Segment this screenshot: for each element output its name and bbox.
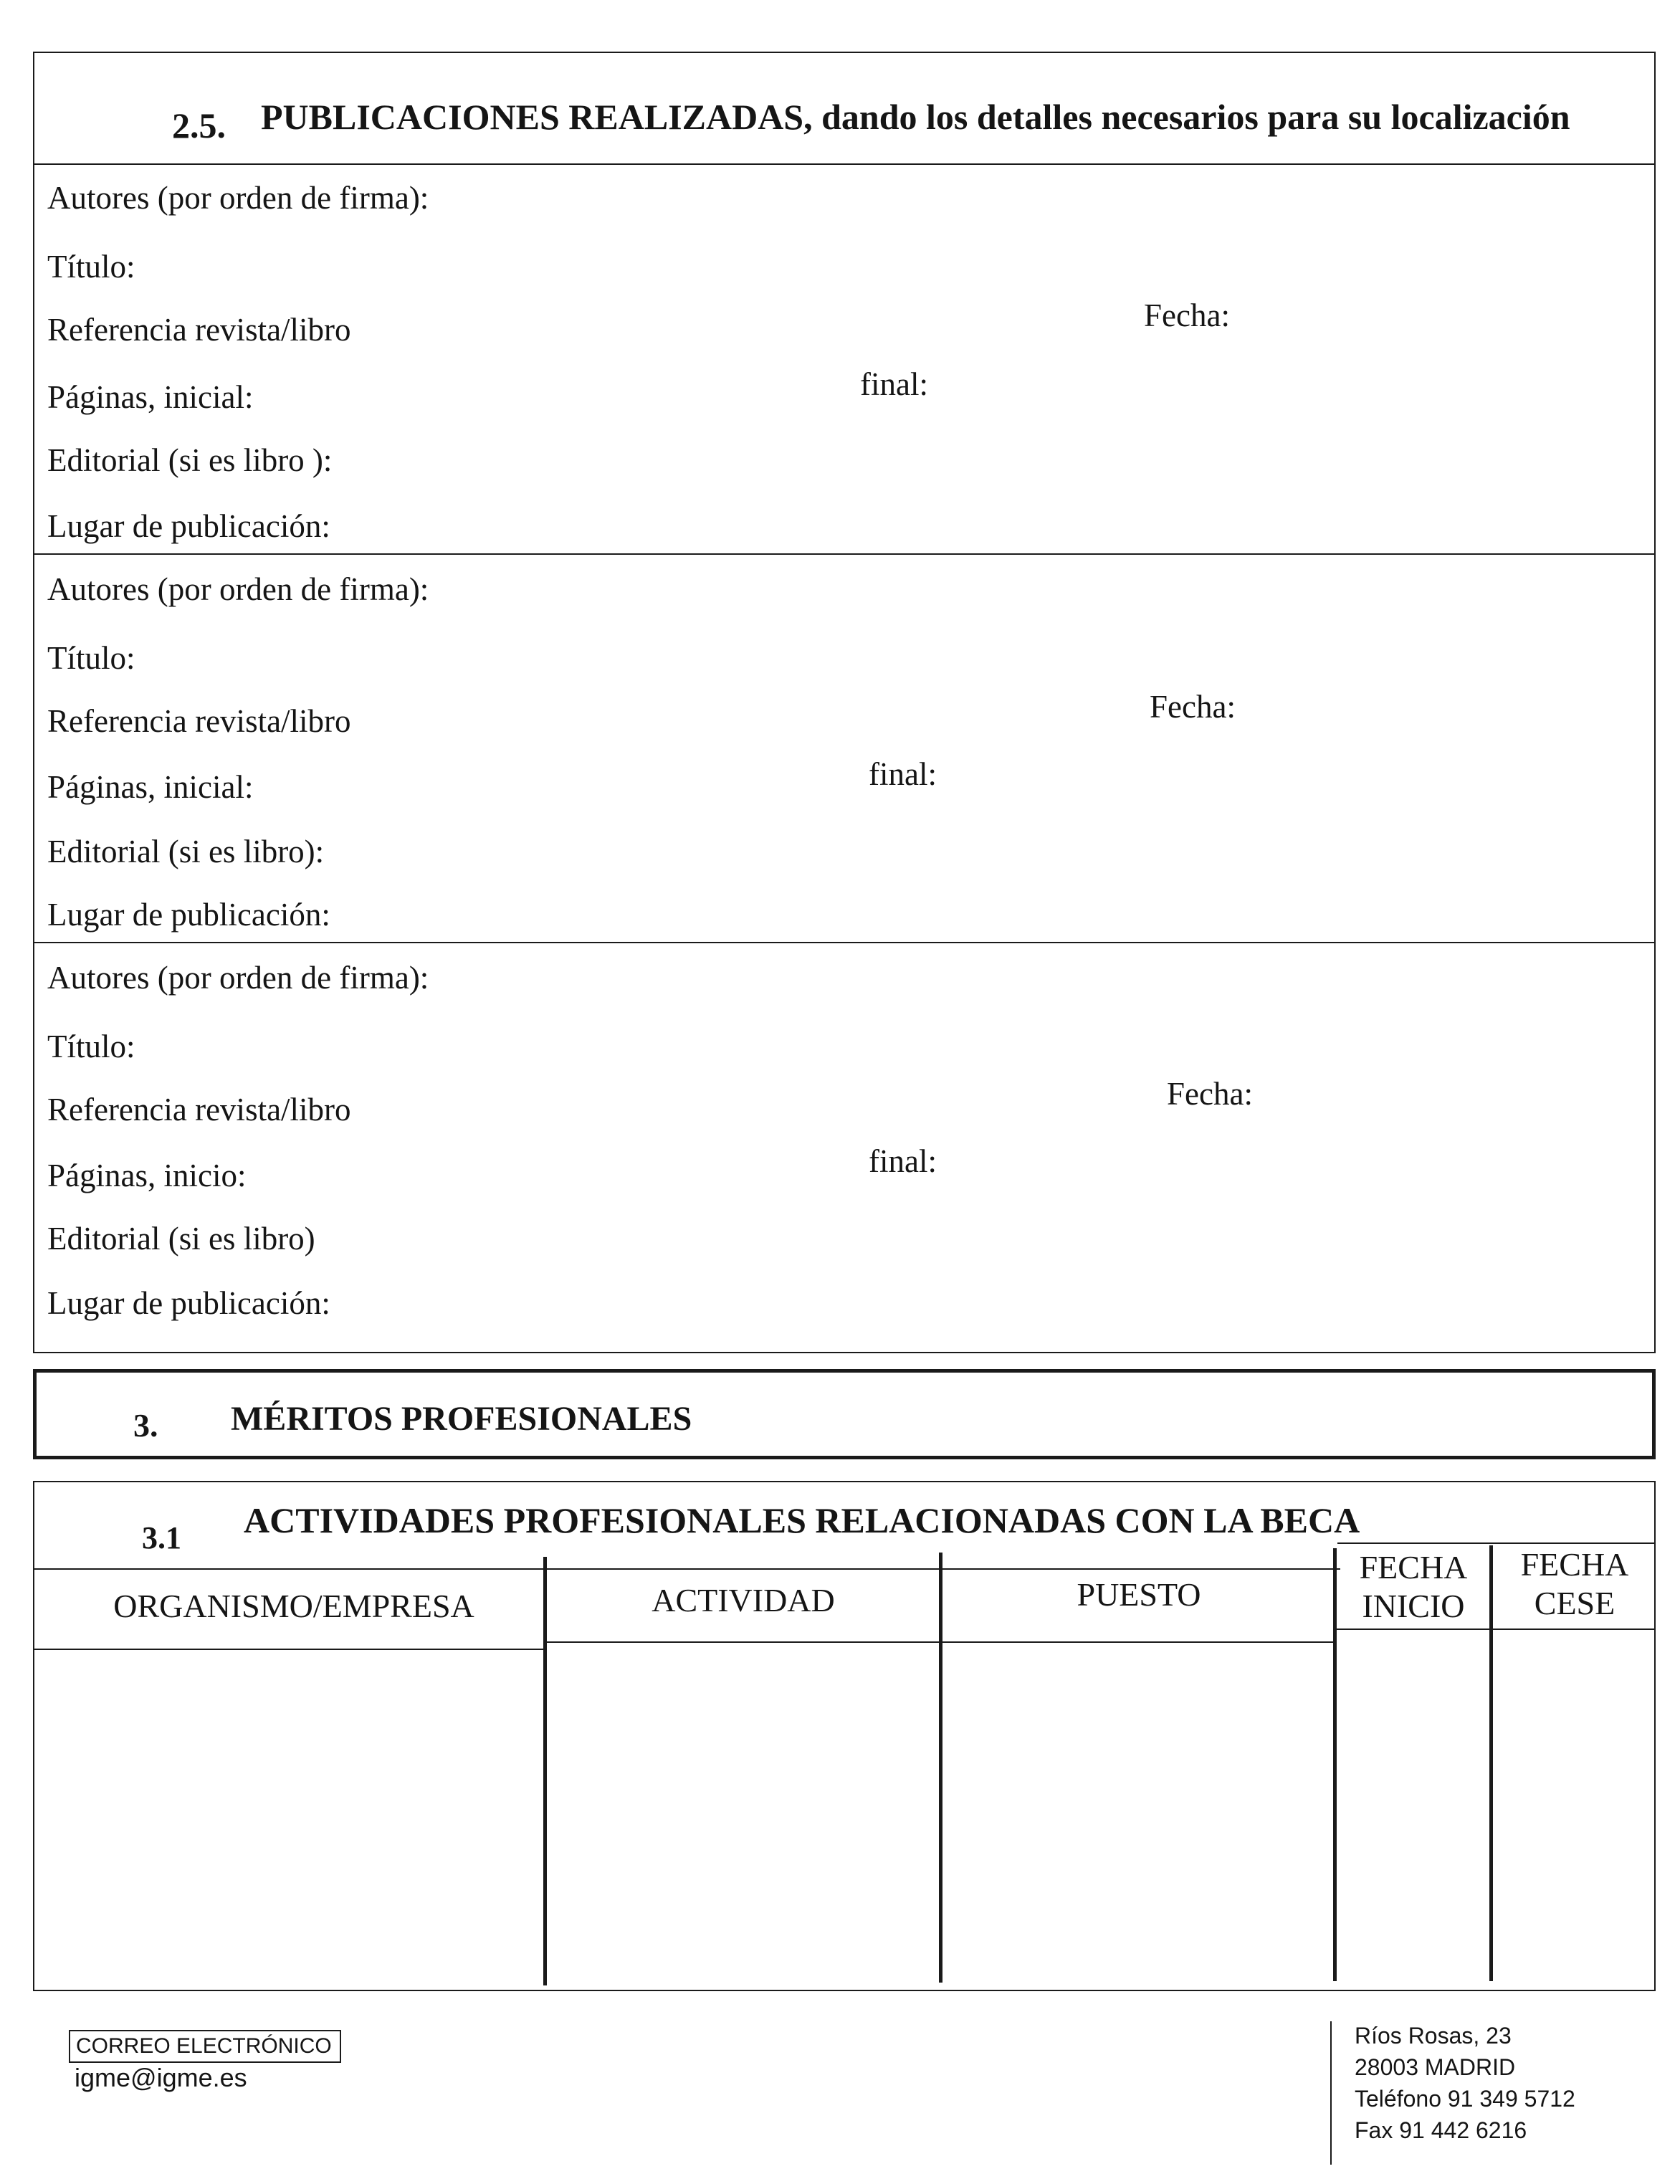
email-address: igme@igme.es [75, 2063, 247, 2092]
final-label: final: [860, 366, 928, 402]
publisher-label: Editorial (si es libro ): [47, 442, 333, 478]
title-label: Título: [47, 1029, 135, 1064]
fecha-inicio-line1: FECHA [1359, 1549, 1468, 1585]
fax-line: Fax 91 442 6216 [1355, 2117, 1527, 2143]
pages-label: Páginas, inicial: [47, 379, 254, 415]
email-label-box [69, 2030, 341, 2063]
reference-label: Referencia revista/libro [47, 312, 351, 348]
activities-section-title: ACTIVIDADES PROFESIONALES RELACIONADAS CON LA BECA [244, 1500, 1360, 1540]
column-header-fecha-inicio [1337, 1548, 1489, 1626]
publisher-label: Editorial (si es libro) [47, 1221, 315, 1256]
address-block [1355, 2020, 1575, 2146]
place-label: Lugar de publicación: [47, 1285, 330, 1321]
place-label: Lugar de publicación: [47, 508, 330, 544]
address-line: 28003 MADRID [1355, 2054, 1516, 2080]
column-header-puesto: PUESTO [1077, 1576, 1201, 1613]
authors-label: Autores (por orden de firma): [47, 960, 429, 996]
publications-section-number: 2.5. [172, 105, 226, 146]
column-header-organismo: ORGANISMO/EMPRESA [113, 1588, 474, 1624]
table-column-divider [939, 1553, 942, 1983]
reference-label: Referencia revista/libro [47, 1092, 351, 1127]
column-header-actividad: ACTIVIDAD [652, 1582, 835, 1618]
publications-header-divider [33, 163, 1656, 165]
publication-entry-divider [33, 942, 1656, 943]
authors-label: Autores (por orden de firma): [47, 571, 429, 607]
fecha-cese-line1: FECHA [1520, 1546, 1629, 1583]
pages-label: Páginas, inicio: [47, 1158, 247, 1193]
final-label: final: [869, 1143, 937, 1179]
phone-line: Teléfono 91 349 5712 [1355, 2086, 1575, 2112]
table-title-divider [33, 1568, 1340, 1570]
address-line: Ríos Rosas, 23 [1355, 2023, 1512, 2049]
merits-section-title: MÉRITOS PROFESIONALES [231, 1400, 692, 1438]
publications-section [33, 52, 1656, 1353]
date-label: Fecha: [1167, 1076, 1253, 1112]
table-column-divider [1489, 1545, 1493, 1981]
pages-label: Páginas, inicial: [47, 769, 254, 805]
date-label: Fecha: [1144, 297, 1230, 333]
address-divider [1330, 2021, 1332, 2165]
authors-label: Autores (por orden de firma): [47, 180, 429, 216]
place-label: Lugar de publicación: [47, 897, 330, 933]
title-label: Título: [47, 640, 135, 676]
table-header-divider [1336, 1629, 1656, 1630]
date-label: Fecha: [1150, 689, 1236, 725]
publication-entry-divider [33, 553, 1656, 555]
activities-section-number: 3.1 [142, 1520, 181, 1555]
reference-label: Referencia revista/libro [47, 703, 351, 739]
title-label: Título: [47, 249, 135, 285]
merits-section-number: 3. [133, 1407, 158, 1444]
publications-section-title: PUBLICACIONES REALIZADAS, dando los detalles necesarios para su localización [261, 97, 1570, 137]
final-label: final: [869, 756, 937, 792]
table-header-divider [33, 1649, 545, 1650]
email-label: CORREO ELECTRÓNICO [76, 2034, 332, 2058]
column-header-fecha-cese [1494, 1545, 1656, 1623]
fecha-inicio-line2: INICIO [1362, 1588, 1465, 1625]
publisher-label: Editorial (si es libro): [47, 834, 325, 869]
fecha-cese-line2: CESE [1534, 1585, 1615, 1622]
table-title-divider [1337, 1542, 1656, 1544]
